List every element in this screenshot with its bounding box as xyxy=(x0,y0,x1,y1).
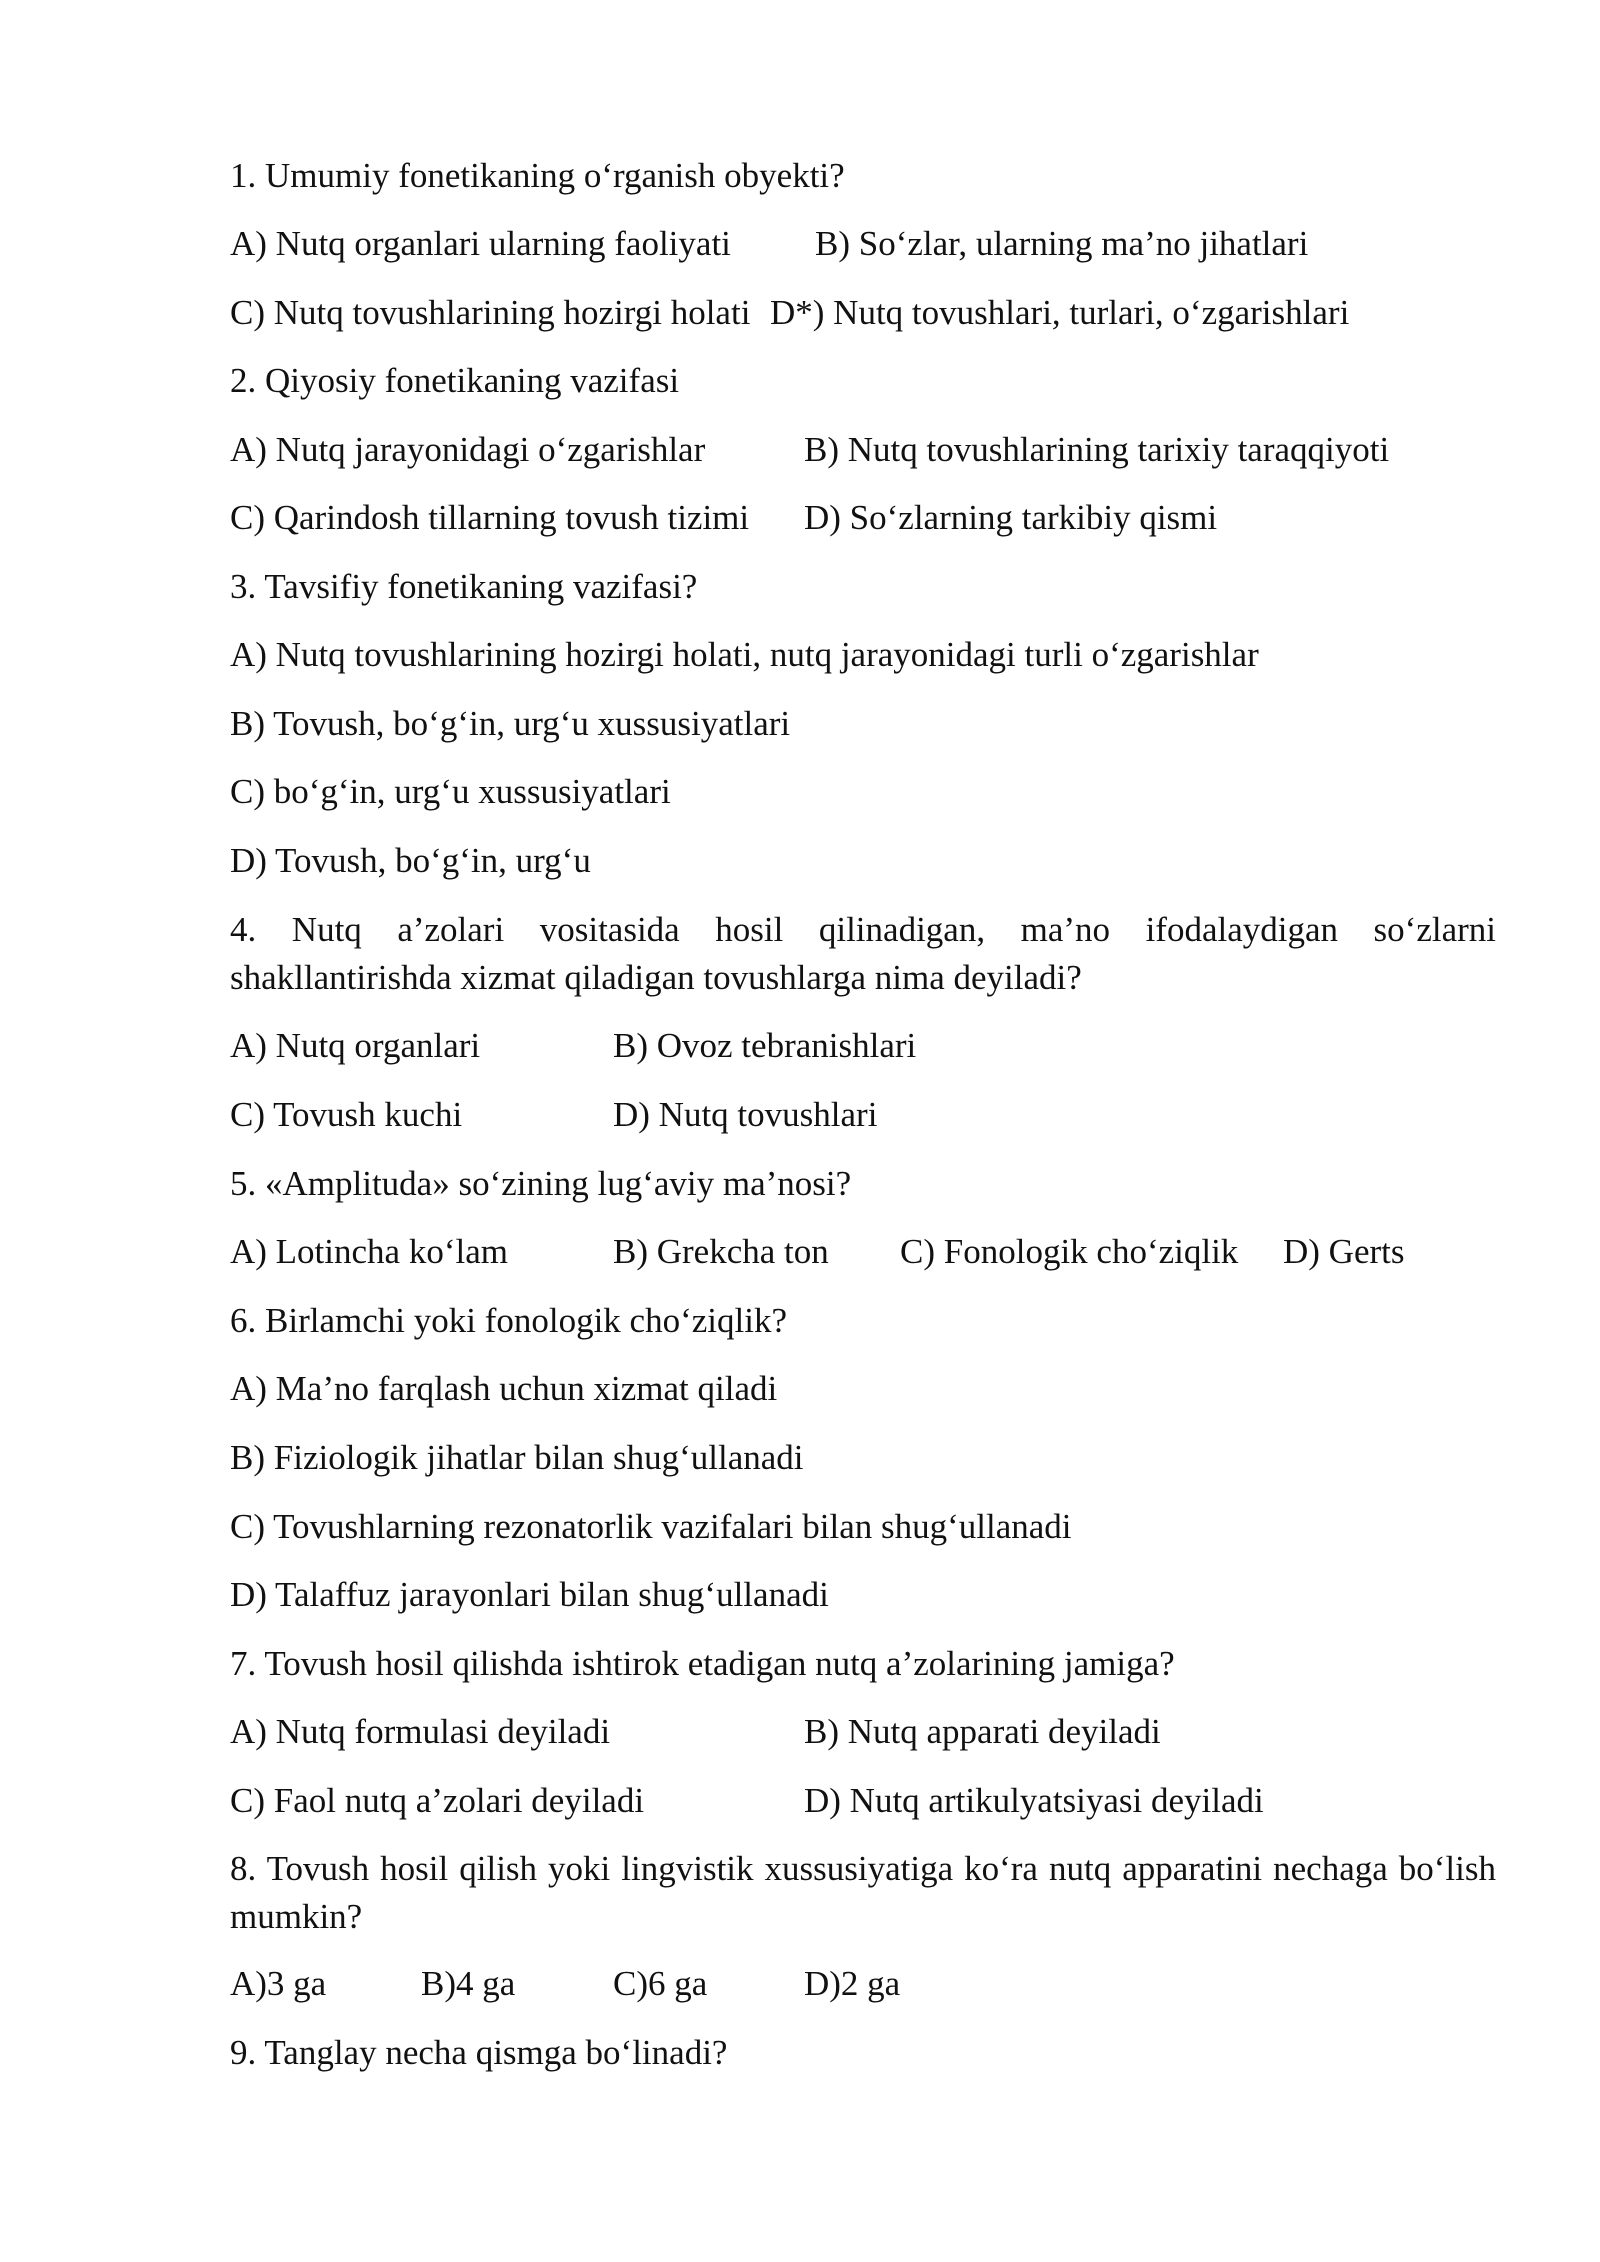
question-7-option-c: C) Faol nutq a’zolari deyiladi xyxy=(230,1781,645,1820)
question-3-option-c: C) bo‘g‘in, urg‘u xussusiyatlari xyxy=(230,772,671,811)
question-8-text: 8. Tovush hosil qilish yoki lingvistik xussusiyatiga ko‘ra nutq apparatini nechaga bo‘lish mumkin? xyxy=(230,1849,1496,1936)
question-7-option-b: B) Nutq apparati deyiladi xyxy=(804,1712,1161,1751)
question-1-option-d: D*) Nutq tovushlari, turlari, o‘zgarishlari xyxy=(770,293,1350,332)
question-3-option-d: D) Tovush, bo‘g‘in, urg‘u xyxy=(230,841,591,880)
question-7-option-d: D) Nutq artikulyatsiyasi deyiladi xyxy=(804,1781,1264,1820)
question-5-option-c: C) Fonologik cho‘ziqlik xyxy=(900,1232,1239,1271)
question-7-text: 7. Tovush hosil qilishda ishtirok etadigan nutq a’zolarining jamiga? xyxy=(230,1644,1175,1683)
question-8-option-a: A)3 ga xyxy=(230,1964,327,2003)
question-5-option-b: B) Grekcha ton xyxy=(613,1232,829,1271)
question-8-option-b: B)4 ga xyxy=(421,1964,516,2003)
question-2-text: 2. Qiyosiy fonetikaning vazifasi xyxy=(230,361,680,400)
question-5-option-d: D) Gerts xyxy=(1283,1232,1405,1271)
question-3-option-a: A) Nutq tovushlarining hozirgi holati, nutq jarayonidagi turli o‘zgarishlar xyxy=(230,635,1259,674)
question-4-option-a: A) Nutq organlari xyxy=(230,1026,481,1065)
question-5-option-a: A) Lotincha ko‘lam xyxy=(230,1232,508,1271)
question-4-option-d: D) Nutq tovushlari xyxy=(613,1095,878,1134)
question-2-option-a: A) Nutq jarayonidagi o‘zgarishlar xyxy=(230,430,706,469)
question-7-option-a: A) Nutq formulasi deyiladi xyxy=(230,1712,611,1751)
question-5-text: 5. «Amplituda» so‘zining lug‘aviy ma’nosi? xyxy=(230,1164,852,1203)
question-1-option-b: B) So‘zlar, ularning ma’no jihatlari xyxy=(815,224,1309,263)
question-8-option-d: D)2 ga xyxy=(804,1964,901,2003)
question-1-option-a: A) Nutq organlari ularning faoliyati xyxy=(230,224,731,263)
question-4-option-c: C) Tovush kuchi xyxy=(230,1095,463,1134)
question-6-option-a: A) Ma’no farqlash uchun xizmat qiladi xyxy=(230,1369,778,1408)
question-8-option-c: C)6 ga xyxy=(613,1964,708,2003)
question-4-text: 4. Nutq a’zolari vositasida hosil qilinadigan, ma’no ifodalaydigan so‘zlarni shakllantirishda xizmat qiladigan tovushlarga nima deyiladi? xyxy=(230,910,1496,997)
question-1-text: 1. Umumiy fonetikaning o‘rganish obyekti? xyxy=(230,156,845,195)
question-6-option-d: D) Talaffuz jarayonlari bilan shug‘ullanadi xyxy=(230,1575,829,1614)
question-9-text: 9. Tanglay necha qismga bo‘linadi? xyxy=(230,2033,728,2072)
question-2-option-d: D) So‘zlarning tarkibiy qismi xyxy=(804,498,1218,537)
question-3-text: 3. Tavsifiy fonetikaning vazifasi? xyxy=(230,567,698,606)
question-6-option-c: C) Tovushlarning rezonatorlik vazifalari bilan shug‘ullanadi xyxy=(230,1507,1072,1546)
question-2-option-b: B) Nutq tovushlarining tarixiy taraqqiyoti xyxy=(804,430,1390,469)
question-4-option-b: B) Ovoz tebranishlari xyxy=(613,1026,917,1065)
question-2-option-c: C) Qarindosh tillarning tovush tizimi xyxy=(230,498,750,537)
question-1-option-c: C) Nutq tovushlarining hozirgi holati xyxy=(230,293,751,332)
question-6-option-b: B) Fiziologik jihatlar bilan shug‘ullanadi xyxy=(230,1438,804,1477)
question-6-text: 6. Birlamchi yoki fonologik cho‘ziqlik? xyxy=(230,1301,787,1340)
question-3-option-b: B) Tovush, bo‘g‘in, urg‘u xussusiyatlari xyxy=(230,704,791,743)
